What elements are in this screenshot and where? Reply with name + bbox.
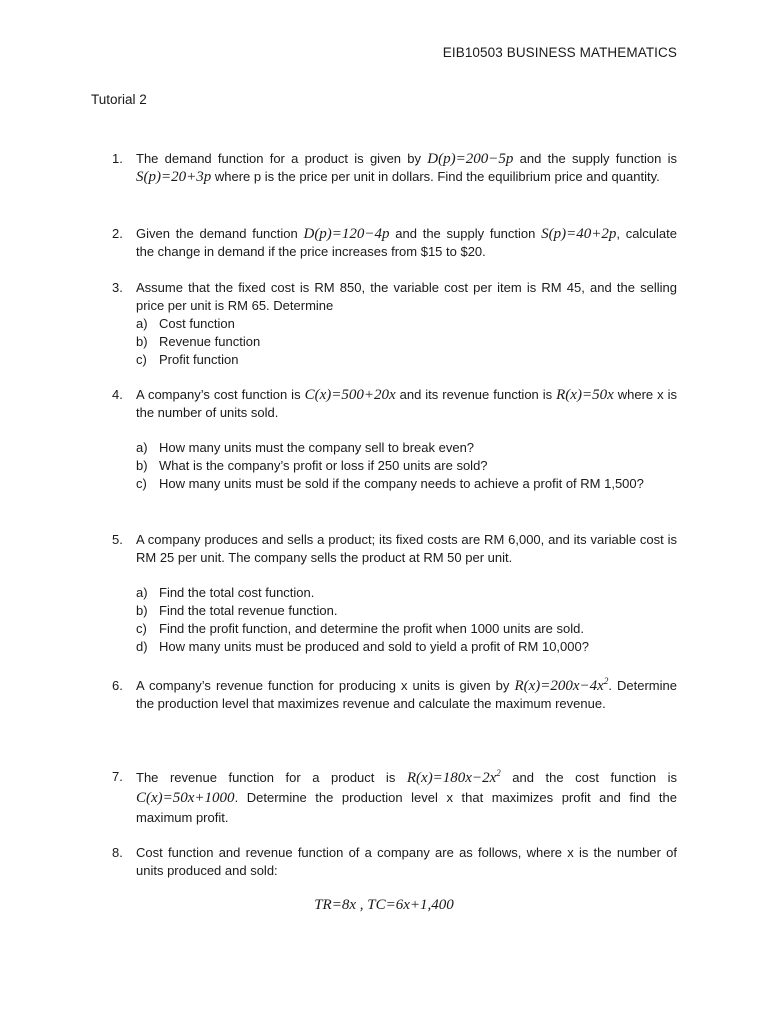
sub-question-list	[136, 584, 677, 656]
question-text: A company produces and sells a product; its fixed costs are RM 6,000, and its variable cost is RM 25 per unit. The company sells the product at RM 50 per unit.	[136, 532, 677, 565]
question-text: Assume that the fixed cost is RM 850, the variable cost per item is RM 45, and the selling price per unit is RM 65. Determine	[136, 280, 677, 313]
revenue-formula: $R(x)=180x-2x^2$	[406, 768, 501, 786]
course-header: EIB10503 BUSINESS MATHEMATICS	[442, 45, 677, 60]
supply-formula: S(p)=20+3p	[136, 169, 212, 185]
cost-formula: C(x)=50x+1000	[136, 790, 235, 806]
question-number: 5.	[112, 532, 123, 547]
question-7	[112, 768, 677, 828]
page-title: Tutorial 2	[91, 92, 147, 107]
sub-question: a) Find the total cost function.	[136, 585, 315, 600]
tr-tc-formula: TR=8x , TC=6x+1,400	[314, 897, 454, 913]
question-number: 6.	[112, 678, 123, 693]
question-text: A company’s cost function is C(x)=500+20x and its revenue function is R(x)=50x where x is the number of units sold.	[136, 387, 677, 420]
sub-question: c) Profit function	[136, 352, 239, 367]
question-text: A company’s revenue function for producing x units is given by $R(x)=200x-4x^2$. Determine the production level that maximizes revenue and calculate the maximum revenue.	[136, 676, 677, 711]
question-text: The revenue function for a product is $R(x)=180x-2x^2$ and the cost function is C(x)=50x+1000. Determine the production level x that maximizes profit and find the maximum profit.	[136, 768, 677, 825]
revenue-formula: $R(x)=200x-4x^2$	[514, 676, 609, 694]
sub-question-list	[136, 439, 677, 493]
question-3	[112, 279, 677, 369]
question-number: 1.	[112, 151, 123, 166]
sub-question: d) How many units must be produced and sold to yield a profit of RM 10,000?	[136, 639, 589, 654]
question-number: 3.	[112, 280, 123, 295]
sub-question: c) Find the profit function, and determine the profit when 1000 units are sold.	[136, 621, 584, 636]
question-number: 2.	[112, 226, 123, 241]
question-number: 8.	[112, 845, 123, 860]
question-6	[112, 677, 677, 713]
demand-formula: D(p)=120−4p	[303, 226, 390, 242]
question-1	[112, 150, 677, 186]
revenue-formula: R(x)=50x	[556, 387, 614, 403]
question-text: The demand function for a product is given by D(p)=200−5p and the supply function is S(p)=20+3p where p is the price per unit in dollars. Find the equilibrium price and quantity.	[136, 151, 677, 185]
demand-formula: D(p)=200−5p	[427, 151, 514, 167]
sub-question: b) What is the company’s profit or loss if 250 units are sold?	[136, 458, 488, 473]
sub-question: b) Revenue function	[136, 334, 261, 349]
sub-question: c) How many units must be sold if the company needs to achieve a profit of RM 1,500?	[136, 476, 644, 491]
sub-question-list	[136, 315, 677, 369]
question-text: Cost function and revenue function of a company are as follows, where x is the number of units produced and sold:	[136, 845, 677, 878]
question-8	[112, 844, 677, 880]
sub-question: a) Cost function	[136, 316, 235, 331]
question-text: Given the demand function D(p)=120−4p and the supply function S(p)=40+2p, calculate the change in demand if the price increases from $15 to $20.	[136, 226, 677, 259]
question-2	[112, 225, 677, 261]
question-5	[112, 531, 677, 656]
question-number: 7.	[112, 769, 123, 784]
sub-question: a) How many units must the company sell to break even?	[136, 440, 475, 455]
cost-formula: C(x)=500+20x	[304, 387, 396, 403]
supply-formula: S(p)=40+2p	[541, 226, 617, 242]
question-4	[112, 386, 677, 493]
sub-question: b) Find the total revenue function.	[136, 603, 338, 618]
question-number: 4.	[112, 387, 123, 402]
